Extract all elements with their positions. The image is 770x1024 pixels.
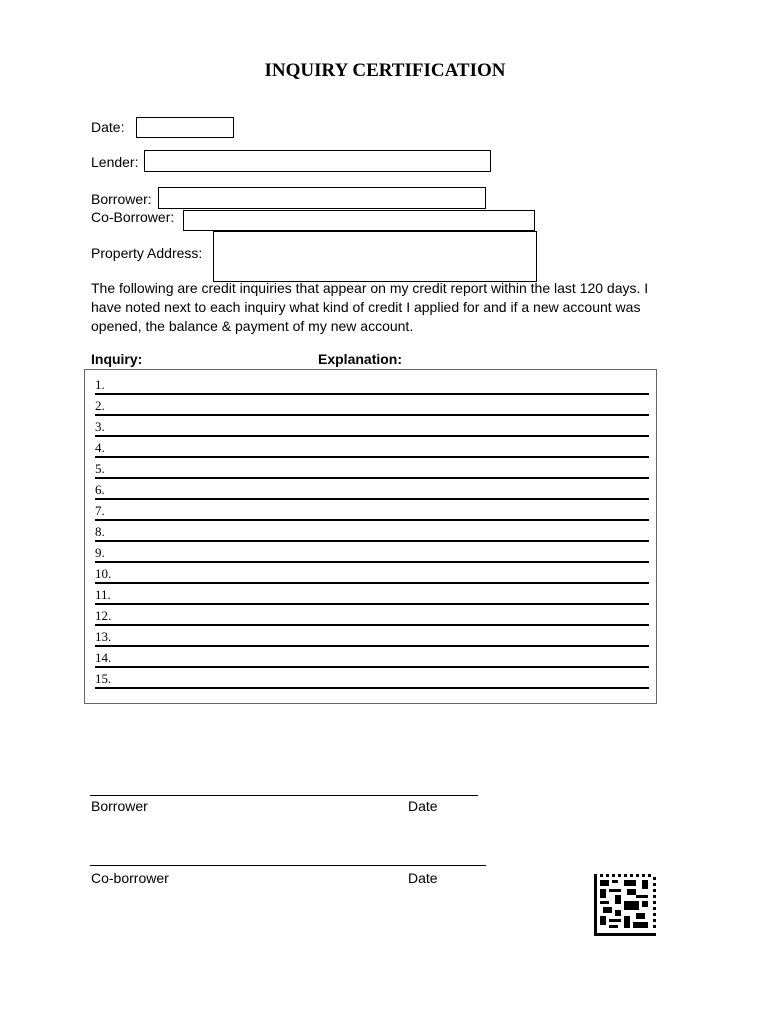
row-number: 4. bbox=[95, 440, 105, 455]
inquiry-row[interactable] bbox=[95, 543, 649, 563]
datamatrix-barcode-icon bbox=[594, 874, 656, 936]
coborrower-signature-line[interactable] bbox=[90, 865, 486, 866]
coborrower-signature-label: Co-borrower bbox=[91, 870, 169, 886]
date-label: Date: bbox=[91, 119, 125, 135]
row-number: 10. bbox=[95, 566, 112, 581]
row-number: 13. bbox=[95, 629, 112, 644]
borrower-date-label: Date bbox=[408, 798, 438, 814]
coborrower-field[interactable] bbox=[183, 210, 535, 231]
date-field[interactable] bbox=[136, 117, 234, 138]
coborrower-label: Co-Borrower: bbox=[91, 209, 175, 225]
inquiry-row[interactable] bbox=[95, 480, 649, 500]
coborrower-date-label: Date bbox=[408, 870, 438, 886]
inquiry-row[interactable] bbox=[95, 501, 649, 521]
borrower-signature-line[interactable] bbox=[90, 795, 478, 796]
lender-field[interactable] bbox=[144, 150, 491, 172]
borrower-label: Borrower: bbox=[91, 191, 152, 207]
row-number: 3. bbox=[95, 419, 105, 434]
row-number: 8. bbox=[95, 524, 105, 539]
lender-label: Lender: bbox=[91, 154, 139, 170]
inquiry-row[interactable] bbox=[95, 627, 649, 647]
property-address-label: Property Address: bbox=[91, 245, 203, 261]
row-number: 11. bbox=[95, 587, 111, 602]
inquiry-row[interactable] bbox=[95, 669, 649, 689]
inquiry-list bbox=[84, 369, 657, 704]
instructions-paragraph: The following are credit inquiries that appear on my credit report within the last 120 days. I have noted next to each inquiry what kind of credit I applied for and if a new account was opened, the balance & payment of my new account. bbox=[91, 280, 649, 334]
inquiry-row[interactable] bbox=[95, 375, 649, 395]
row-number: 9. bbox=[95, 545, 105, 560]
inquiry-row[interactable] bbox=[95, 585, 649, 605]
borrower-signature-label: Borrower bbox=[91, 798, 148, 814]
page-title: INQUIRY CERTIFICATION bbox=[264, 60, 506, 81]
row-number: 7. bbox=[95, 503, 105, 518]
row-number: 1. bbox=[95, 377, 105, 392]
inquiry-row[interactable] bbox=[95, 606, 649, 626]
inquiry-row[interactable] bbox=[95, 564, 649, 584]
inquiry-row[interactable] bbox=[95, 396, 649, 416]
inquiry-row[interactable] bbox=[95, 438, 649, 458]
row-number: 14. bbox=[95, 650, 112, 665]
row-number: 15. bbox=[95, 671, 112, 686]
inquiry-header: Inquiry: bbox=[91, 351, 143, 367]
borrower-field[interactable] bbox=[158, 187, 486, 209]
explanation-header: Explanation: bbox=[318, 351, 403, 367]
inquiry-row[interactable] bbox=[95, 648, 649, 668]
row-number: 6. bbox=[95, 482, 105, 497]
inquiry-row[interactable] bbox=[95, 459, 649, 479]
row-number: 2. bbox=[95, 398, 105, 413]
row-number: 12. bbox=[95, 608, 112, 623]
inquiry-row[interactable] bbox=[95, 417, 649, 437]
inquiry-row[interactable] bbox=[95, 522, 649, 542]
property-address-field[interactable] bbox=[213, 231, 537, 282]
row-number: 5. bbox=[95, 461, 105, 476]
